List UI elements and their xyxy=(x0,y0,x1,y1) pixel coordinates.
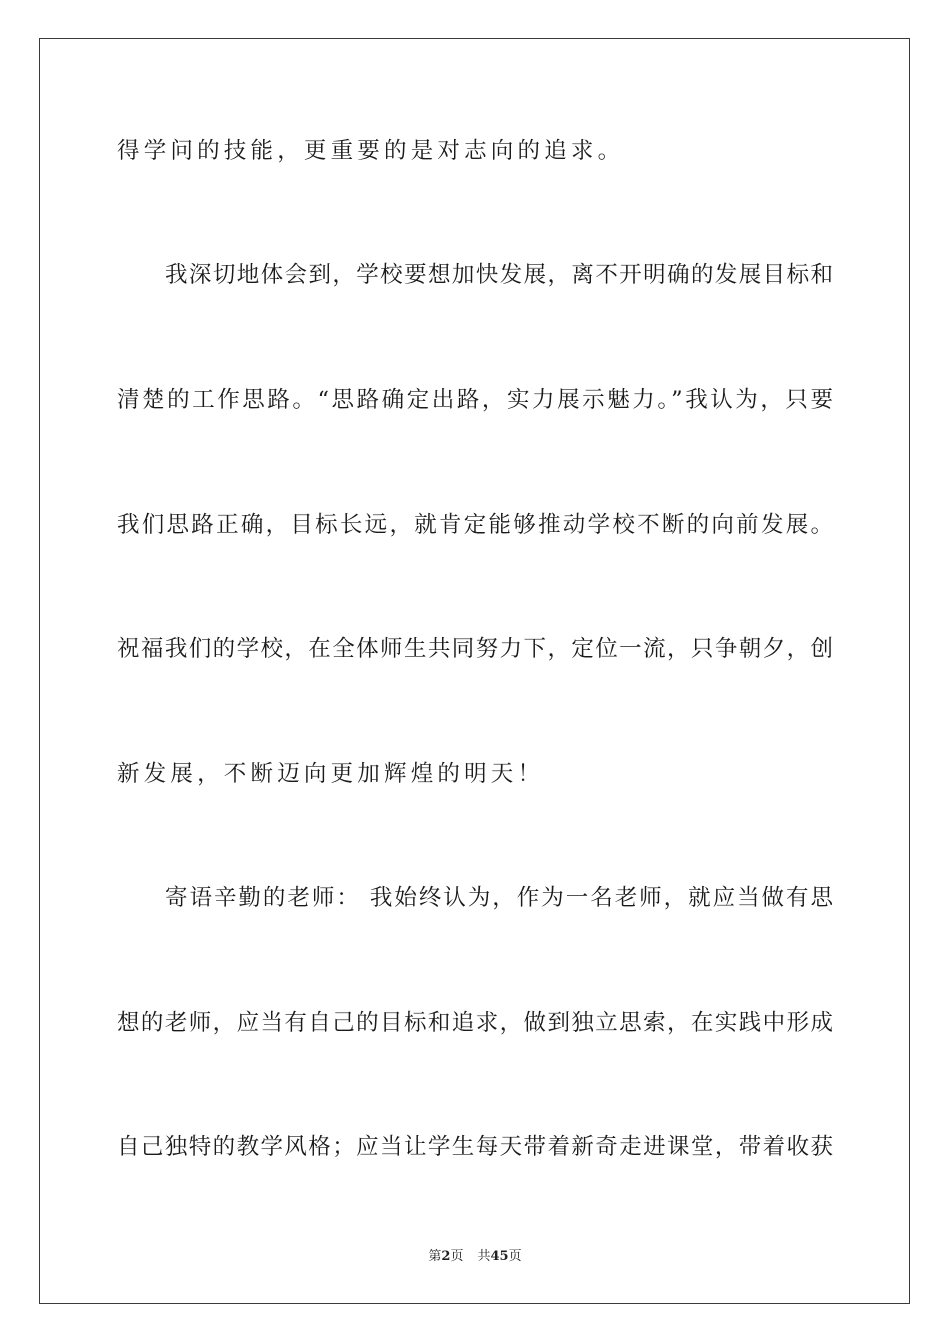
page-border xyxy=(39,38,910,1304)
body-line-9: 自己独特的教学风格；应当让学生每天带着新奇走进课堂，带着收获 xyxy=(117,1134,833,1160)
page-prefix: 第 xyxy=(428,1249,442,1264)
body-line-2: 我深切地体会到，学校要想加快发展，离不开明确的发展目标和 xyxy=(165,262,833,288)
total-prefix: 共 xyxy=(477,1249,491,1264)
body-line-8: 想的老师，应当有自己的目标和追求，做到独立思索，在实践中形成 xyxy=(117,1010,833,1036)
body-line-7: 寄语辛勤的老师： 我始终认为，作为一名老师，就应当做有思 xyxy=(165,885,833,911)
page-suffix: 页 xyxy=(450,1249,464,1264)
body-line-4: 我们思路正确，目标长远，就肯定能够推动学校不断的向前发展。 xyxy=(117,512,833,538)
total-pages: 45 xyxy=(490,1249,509,1264)
body-line-6: 新发展，不断迈向更加辉煌的明天！ xyxy=(117,761,545,787)
page-number: 2 xyxy=(441,1249,451,1264)
body-line-5: 祝福我们的学校，在全体师生共同努力下，定位一流，只争朝夕，创 xyxy=(117,636,833,662)
body-line-1: 得学问的技能，更重要的是对志向的追求。 xyxy=(117,138,625,164)
total-suffix: 页 xyxy=(508,1249,522,1264)
body-line-3: 清楚的工作思路。“思路确定出路，实力展示魅力。”我认为，只要 xyxy=(117,387,833,413)
page-footer xyxy=(0,1248,950,1266)
